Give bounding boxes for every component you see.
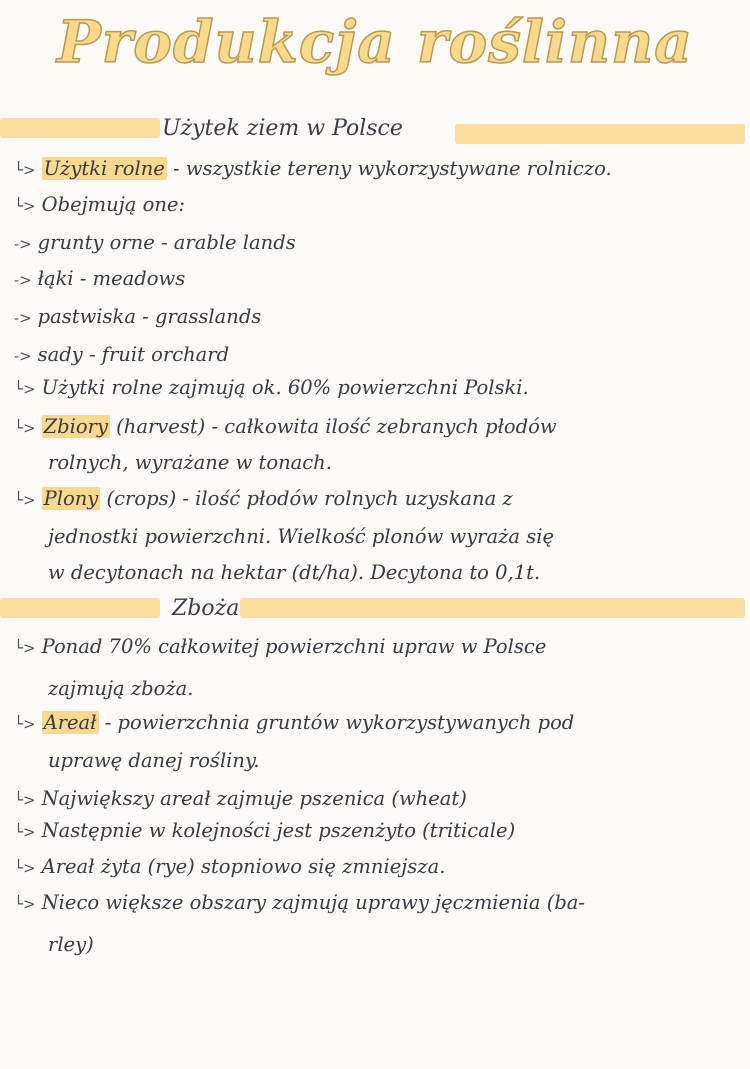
arrow-icon: └> — [14, 823, 36, 841]
highlight-bar-right — [240, 598, 745, 618]
list-item: -> grunty orne - arable lands — [14, 231, 296, 254]
list-item: -> sady - fruit orchard — [14, 343, 230, 366]
list-item: └> Nieco większe obszary zajmują uprawy jęczmienia (ba- — [14, 891, 586, 914]
arrow-icon: -> — [14, 309, 32, 327]
arrow-icon: └> — [14, 197, 36, 215]
list-item-continuation: zajmują zboża. — [48, 677, 194, 700]
arrow-icon: └> — [14, 859, 36, 877]
list-item: └> Użytki rolne - wszystkie tereny wykorzystywane rolniczo. — [14, 157, 612, 180]
list-item-continuation: rolnych, wyrażane w tonach. — [48, 451, 332, 474]
highlight-bar-left — [0, 118, 160, 138]
list-item-continuation: rley) — [48, 933, 94, 956]
list-item: └> Ponad 70% całkowitej powierzchni upraw w Polsce — [14, 635, 547, 658]
term-highlight: Użytki rolne — [43, 157, 165, 180]
list-item-continuation: w decytonach na hektar (dt/ha). Decytona to 0,1t. — [48, 561, 541, 584]
arrow-icon: └> — [14, 491, 36, 509]
term-highlight: Plony — [43, 487, 99, 510]
list-item: └> Areał - powierzchnia gruntów wykorzystywanych pod — [14, 711, 575, 734]
list-item-continuation: uprawę danej rośliny. — [48, 749, 260, 772]
arrow-icon: └> — [14, 639, 36, 657]
list-item: └> Areał żyta (rye) stopniowo się zmniejsza. — [14, 855, 446, 878]
arrow-icon: └> — [14, 380, 36, 398]
term-highlight: Zbiory — [43, 415, 108, 438]
list-item: -> łąki - meadows — [14, 267, 186, 290]
section-heading-cereals: Zboża — [172, 596, 240, 621]
highlight-bar-left — [0, 598, 160, 618]
arrow-icon: └> — [14, 791, 36, 809]
list-item: -> pastwiska - grasslands — [14, 305, 262, 328]
term-highlight: Areał — [43, 711, 97, 734]
arrow-icon: -> — [14, 235, 32, 253]
arrow-icon: -> — [14, 271, 32, 289]
list-item: └> Plony (crops) - ilość płodów rolnych uzyskana z — [14, 487, 513, 510]
list-item: └> Zbiory (harvest) - całkowita ilość zebranych płodów — [14, 415, 557, 438]
list-item-continuation: jednostki powierzchni. Wielkość plonów wyraża się — [48, 525, 555, 548]
arrow-icon: └> — [14, 161, 36, 179]
list-item: └> Następnie w kolejności jest pszenżyto (triticale) — [14, 819, 516, 842]
page-title: Produkcja roślinna — [57, 8, 693, 76]
arrow-icon: └> — [14, 895, 36, 913]
list-item: └> Obejmują one: — [14, 193, 185, 216]
arrow-icon: └> — [14, 715, 36, 733]
arrow-icon: -> — [14, 347, 32, 365]
list-item: └> Największy areał zajmuje pszenica (wheat) — [14, 787, 467, 810]
list-item: └> Użytki rolne zajmują ok. 60% powierzchni Polski. — [14, 376, 529, 399]
arrow-icon: └> — [14, 419, 36, 437]
highlight-bar-right — [455, 124, 745, 144]
section-heading-land-use: Użytek ziem w Polsce — [162, 116, 403, 141]
